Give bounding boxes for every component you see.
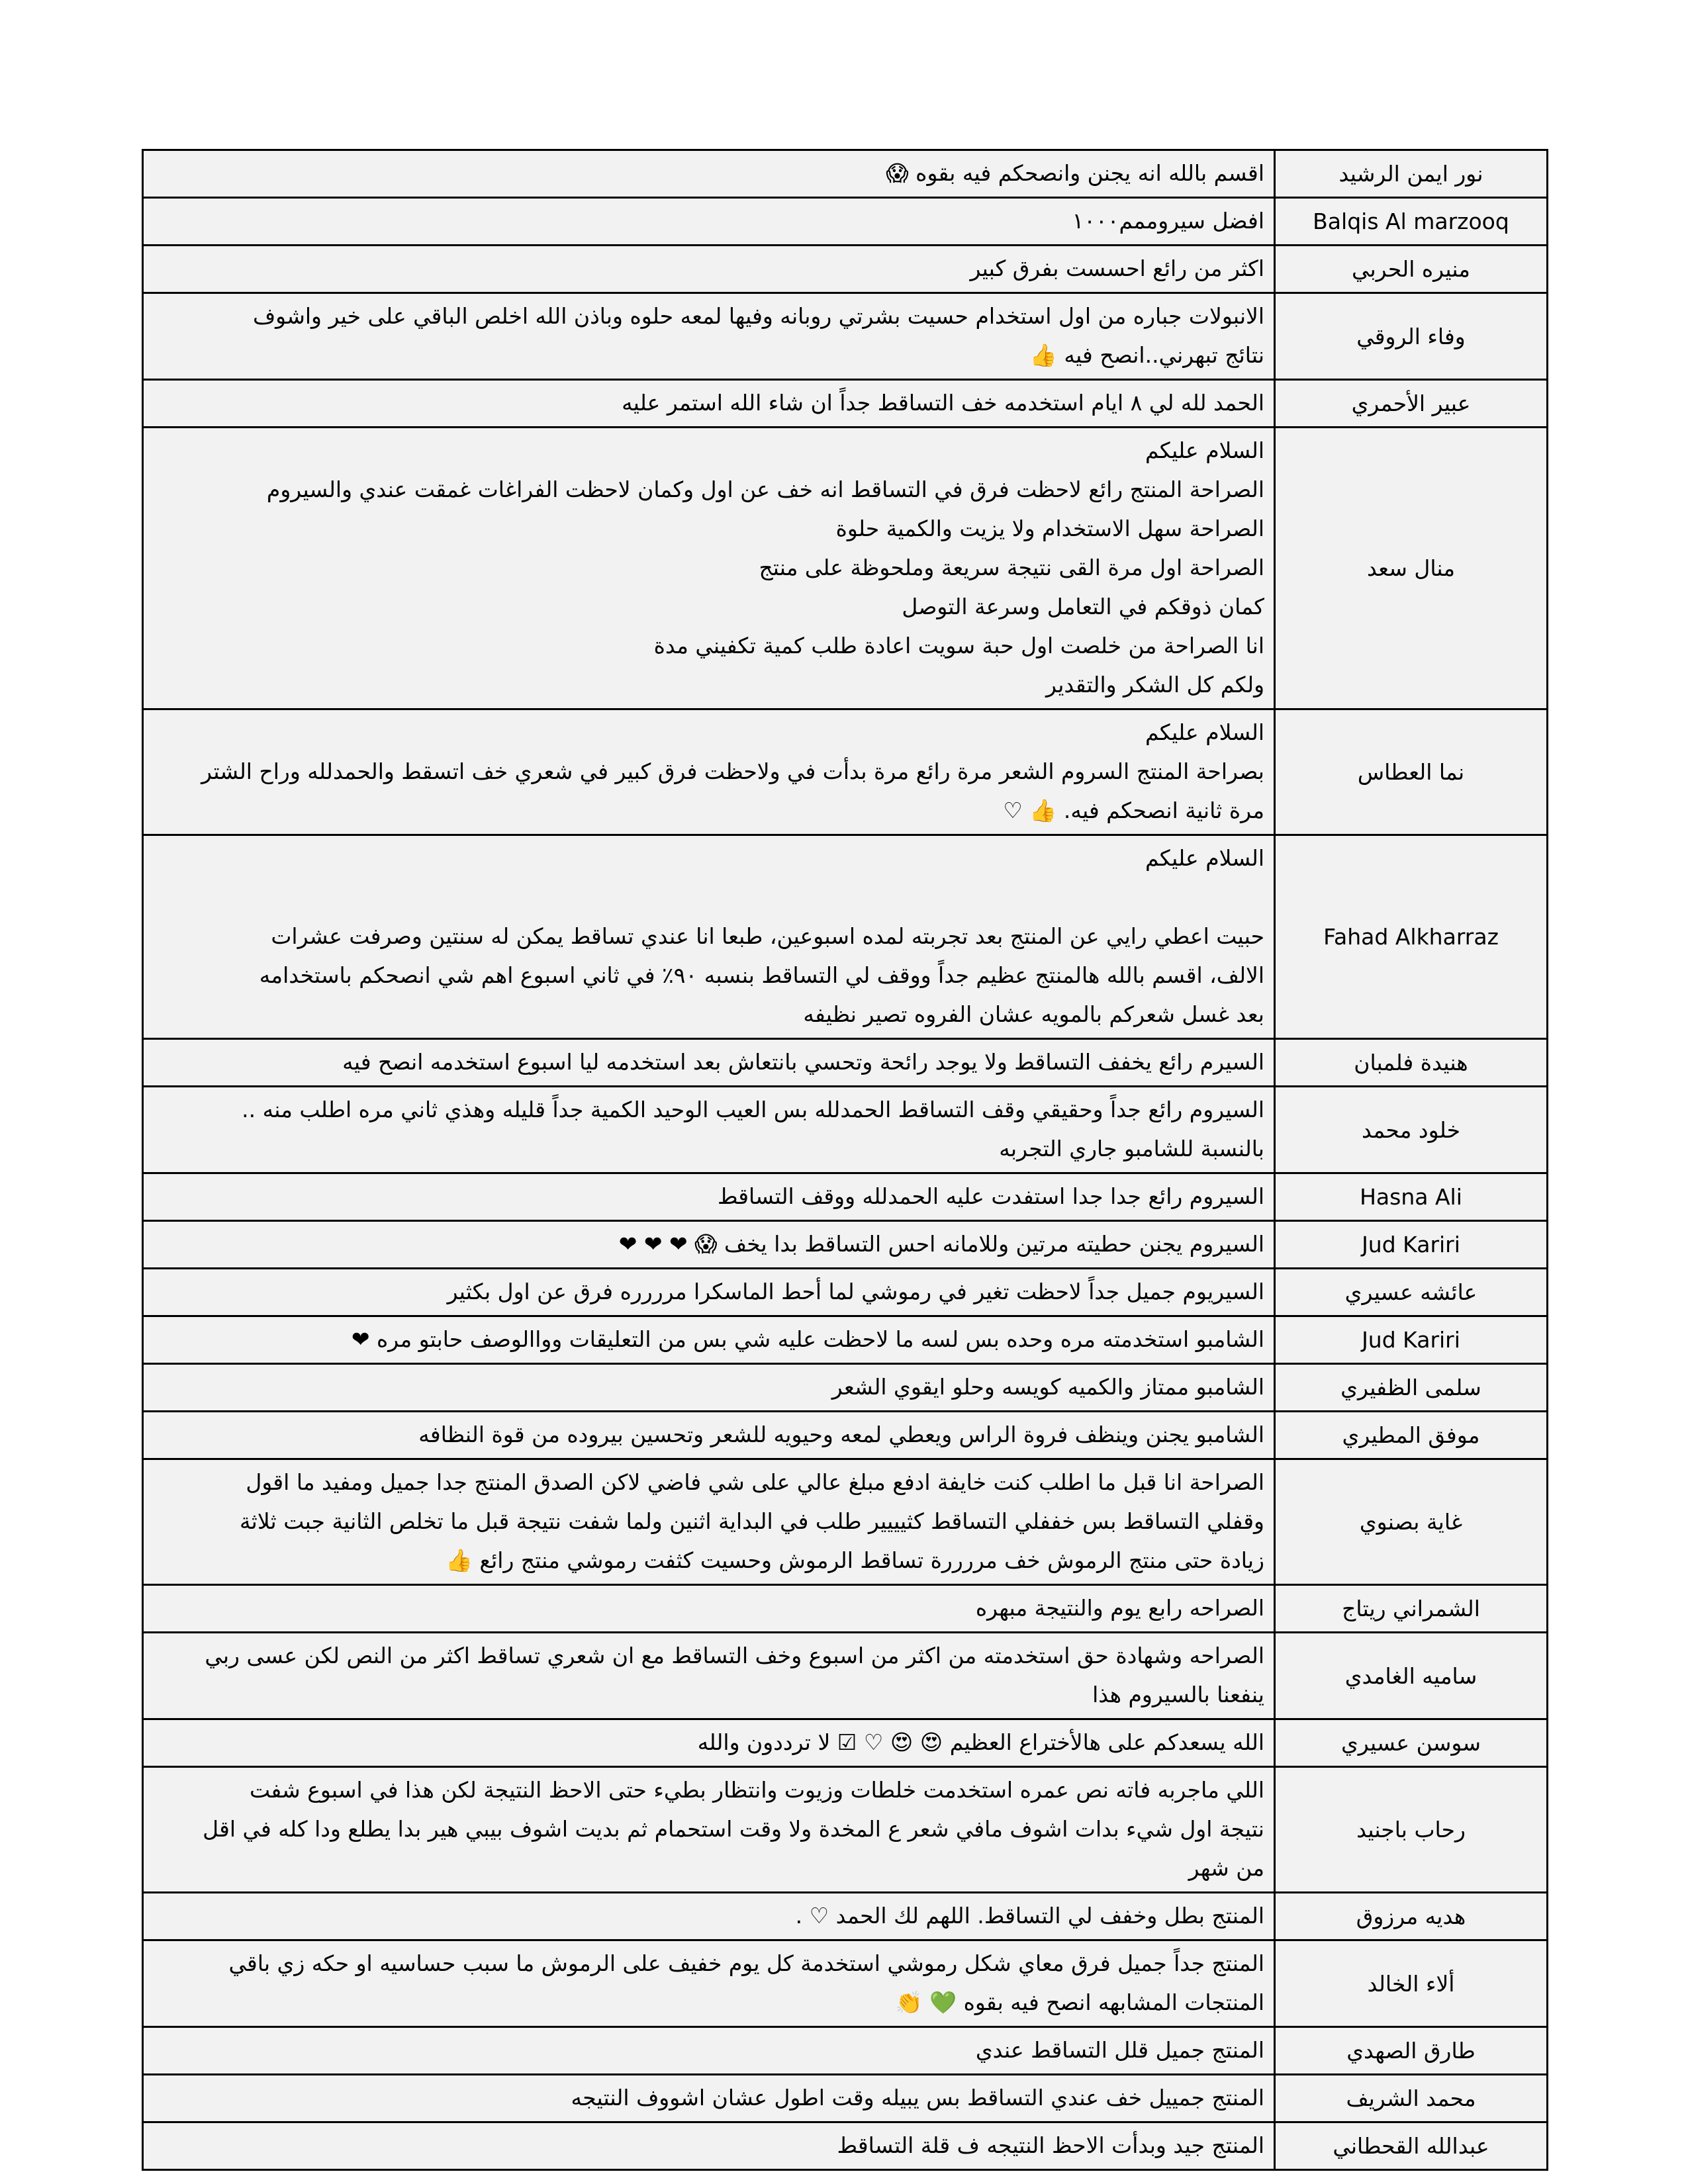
review-row — [143, 1221, 1548, 1269]
reviewer-name-cell: سلمى الظفيري — [1275, 1364, 1548, 1412]
review-comment-line — [153, 878, 1264, 917]
reviewer-name-cell: هديه مرزوق — [1275, 1893, 1548, 1940]
review-row — [143, 150, 1548, 198]
review-comment-cell — [143, 1039, 1275, 1087]
review-comment-cell — [143, 1585, 1275, 1633]
review-comment-line: الحمد لله لي ٨ ايام استخدمه خف التساقط جداً ان شاء الله استمر عليه — [622, 390, 1264, 416]
review-comment-line: اكثر من رائع احسست بفرق كبير — [970, 255, 1264, 281]
review-comment-line: ولكم كل الشكر والتقدير — [1046, 672, 1264, 698]
review-comment-cell — [143, 1459, 1275, 1585]
review-comment-cell — [143, 2027, 1275, 2075]
reviewer-name-cell: Hasna Ali — [1275, 1173, 1548, 1221]
review-comment-line: بصراحة المنتج السروم الشعر مرة رائع مرة بدأت في ولاحظت فرق كبير في شعري خف اتسقط والحمدلله وراح الشتر — [201, 758, 1264, 784]
review-comment-line: المنتج بطل وخفف لي التساقط. اللهم لك الحمد ♡ . — [795, 1903, 1264, 1929]
review-comment-line: اللي ماجربه فاته نص عمره استخدمت خلطات وزيوت وانتظار بطيء حتى الاحظ النتيجة لكن هذا في اسبوع شفت — [249, 1777, 1264, 1803]
review-row — [143, 428, 1548, 709]
review-comment-cell — [143, 709, 1275, 835]
review-row — [143, 1585, 1548, 1633]
review-comment-cell — [143, 198, 1275, 246]
review-row — [143, 1633, 1548, 1719]
review-comment-line: الصراحه رابع يوم والنتيجة مبهره — [975, 1595, 1264, 1621]
review-comment-line: من شهر — [1188, 1855, 1264, 1881]
reviewer-name-cell: خلود محمد — [1275, 1087, 1548, 1173]
review-comment-cell — [143, 2075, 1275, 2122]
review-row — [143, 2027, 1548, 2075]
review-comment-cell — [143, 835, 1275, 1039]
review-comment-line: نتيجة اول شيء بدات اشوف مافي شعر ع المخدة ولا وقت استحمام ثم بديت اشوف بيبي هير بدا يطلع ودا كله في اقل — [203, 1816, 1264, 1842]
review-comment-line: السيرم رائع يخفف التساقط ولا يوجد رائحة وتحسي بانتعاش بعد استخدمه ليا اسبوع استخدمه انصح فيه — [342, 1049, 1264, 1075]
review-comment-cell — [143, 1364, 1275, 1412]
review-comment-line: الشامبو استخدمته مره وحده بس لسه ما لاحظت عليه شي بس من التعليقات وواالوصف حابتو مره ❤ — [351, 1326, 1264, 1352]
review-comment-line: زيادة حتى منتج الرموش خف مررررة تساقط الرموش وحسيت كثفت رموشي منتج رائع 👍 — [445, 1547, 1264, 1573]
review-comment-line: الله يسعدكم على هالأختراع العظيم 😍 😍 ♡ ☑ لا ترددون والله — [697, 1729, 1264, 1755]
review-row — [143, 1767, 1548, 1893]
review-comment-cell — [143, 2122, 1275, 2170]
review-row — [143, 2122, 1548, 2170]
review-comment-line: السيروم رائع جداً وحقيقي وقف التساقط الحمدلله بس العيب الوحيد الكمية جداً قليله وهذي ثاني مره اطلب منه .. — [242, 1097, 1264, 1122]
reviewer-name-cell: نور ايمن الرشيد — [1275, 150, 1548, 198]
reviewer-name-cell: رحاب باجنيد — [1275, 1767, 1548, 1893]
review-row — [143, 293, 1548, 380]
review-row — [143, 1719, 1548, 1767]
reviewer-name-cell: وفاء الروقي — [1275, 293, 1548, 380]
review-comment-cell — [143, 380, 1275, 428]
review-row — [143, 1893, 1548, 1940]
review-comment-line: السيريوم جميل جداً لاحظت تغير في رموشي لما أحط الماسكرا مرررره فرق عن اول بكثير — [447, 1279, 1264, 1304]
review-row — [143, 1173, 1548, 1221]
reviewer-name-cell: Fahad Alkharraz — [1275, 835, 1548, 1039]
review-comment-line: السلام عليكم — [1145, 437, 1264, 463]
reviewer-name-cell: ألاء الخالد — [1275, 1940, 1548, 2027]
review-comment-cell — [143, 1719, 1275, 1767]
review-comment-line: افضل سيروممم١٠٠٠ — [1072, 208, 1264, 234]
reviewer-name-cell: عائشه عسيري — [1275, 1269, 1548, 1316]
review-row — [143, 380, 1548, 428]
review-row — [143, 198, 1548, 246]
reviewer-name-cell: محمد الشريف — [1275, 2075, 1548, 2122]
review-comment-line: السلام عليكم — [1145, 845, 1264, 871]
reviewer-name-cell: Jud Kariri — [1275, 1316, 1548, 1364]
review-row — [143, 835, 1548, 1039]
reviewer-name-cell: منال سعد — [1275, 428, 1548, 709]
review-row — [143, 246, 1548, 293]
review-comment-cell — [143, 1173, 1275, 1221]
review-comment-line: ينفعنا بالسيروم هذا — [1092, 1682, 1264, 1707]
review-comment-line: الصراحة المنتج رائع لاحظت فرق في التساقط انه خف عن اول وكمان لاحظت الفراغات غمقت عندي والسيروم — [266, 477, 1264, 502]
review-comment-line: السيروم رائع جدا جدا استفدت عليه الحمدلله ووقف التساقط — [717, 1183, 1264, 1209]
reviewer-name-cell: ساميه الغامدي — [1275, 1633, 1548, 1719]
review-comment-line: نتائج تبهرني..انصح فيه 👍 — [1029, 342, 1264, 368]
reviewer-name-cell: سوسن عسيري — [1275, 1719, 1548, 1767]
review-comment-line: اقسم بالله انه يجنن وانصحكم فيه بقوه 😱 — [886, 160, 1264, 186]
review-comment-line: الصراحة اول مرة القى نتيجة سريعة وملحوظة على منتج — [759, 555, 1264, 580]
review-comment-line: المنتج جميل قلل التساقط عندي — [975, 2037, 1264, 2063]
reviewer-name-cell: هنيدة فلمبان — [1275, 1039, 1548, 1087]
review-comment-cell — [143, 1412, 1275, 1459]
review-comment-line: الانبولات جباره من اول استخدام حسيت بشرتي روبانه وفيها لمعه حلوه وباذن الله اخلص الباقي على خير واشوف — [252, 303, 1264, 329]
review-row — [143, 1087, 1548, 1173]
review-comment-cell — [143, 1221, 1275, 1269]
review-comment-cell — [143, 1087, 1275, 1173]
reviewer-name-cell: منيره الحربي — [1275, 246, 1548, 293]
review-comment-cell — [143, 1767, 1275, 1893]
review-comment-line: الشامبو ممتاز والكميه كويسه وحلو ايقوي الشعر — [831, 1374, 1264, 1400]
reviewer-name-cell: طارق الصهدي — [1275, 2027, 1548, 2075]
review-comment-line: انا الصراحة من خلصت اول حبة سويت اعادة طلب كمية تكفيني مدة — [653, 633, 1264, 659]
review-comment-line: المنتج جيد وبدأت الاحظ النتيجه ف قلة التساقط — [837, 2132, 1264, 2158]
review-comment-line: المنتج جمييل خف عندي التساقط بس يبيله وقت اطول عشان اشووف النتيجه — [571, 2085, 1264, 2111]
review-comment-line: المنتجات المشابهه انصح فيه بقوه 💚 👏 — [895, 1989, 1264, 2015]
review-comment-line: مرة ثانية انصحكم فيه. 👍 ♡ — [1003, 797, 1264, 823]
review-comment-cell — [143, 293, 1275, 380]
review-comment-line: المنتج جداً جميل فرق معاي شكل رموشي استخدمة كل يوم خفيف على الرموش ما سبب حساسيه او حكه زي باقي — [228, 1950, 1264, 1976]
review-row — [143, 1459, 1548, 1585]
reviews-table-body — [143, 150, 1548, 2170]
review-row — [143, 709, 1548, 835]
reviewer-name-cell: نما العطاس — [1275, 709, 1548, 835]
review-comment-cell — [143, 1893, 1275, 1940]
review-row — [143, 1364, 1548, 1412]
review-comment-cell — [143, 428, 1275, 709]
reviewer-name-cell: Jud Kariri — [1275, 1221, 1548, 1269]
review-comment-line: حبيت اعطي رايي عن المنتج بعد تجربته لمده اسبوعين، طبعا انا عندي تساقط يمكن له سنتين وصرفت عشرات — [271, 923, 1264, 949]
reviewer-name-cell: غاية بصنوي — [1275, 1459, 1548, 1585]
review-comment-line: الصراحة انا قبل ما اطلب كنت خايفة ادفع مبلغ عالي على شي فاضي لاكن الصدق المنتج جدا جميل ومفيد ما اقول — [246, 1469, 1264, 1495]
review-row — [143, 1316, 1548, 1364]
review-row — [143, 2075, 1548, 2122]
review-comment-line: بالنسبة للشامبو جاري التجربه — [999, 1136, 1264, 1161]
reviews-table — [142, 149, 1548, 2171]
review-comment-line: الشامبو يجنن وينظف فروة الراس ويعطي لمعه وحيويه للشعر وتحسين بيروده من قوة النظافه — [418, 1422, 1264, 1447]
review-row — [143, 1269, 1548, 1316]
review-comment-line: الالف، اقسم بالله هالمنتج عظيم جداً ووقف لي التساقط بنسبه ٩٠٪ في ثاني اسبوع اهم شي انصحكم باستخدامه — [259, 962, 1264, 988]
review-row — [143, 1039, 1548, 1087]
review-row — [143, 1940, 1548, 2027]
review-row — [143, 1412, 1548, 1459]
reviewer-name-cell: عبدالله القحطاني — [1275, 2122, 1548, 2170]
review-comment-cell — [143, 1940, 1275, 2027]
reviewer-name-cell: عبير الأحمري — [1275, 380, 1548, 428]
reviewer-name-cell: موفق المطيري — [1275, 1412, 1548, 1459]
review-comment-cell — [143, 1633, 1275, 1719]
reviewer-name-cell: الشمراني ريتاج — [1275, 1585, 1548, 1633]
review-comment-line: كمان ذوقكم في التعامل وسرعة التوصل — [902, 594, 1264, 619]
review-comment-line: وقفلي التساقط بس خففلي التساقط كثيييير طلب في البداية اثنين ولما شفت نتيجة قبل ما تخلص الثانية جبت ثلاثة — [239, 1508, 1264, 1534]
review-comment-cell — [143, 150, 1275, 198]
review-comment-line: الصراحه وشهادة حق استخدمته من اكثر من اسبوع وخف التساقط مع ان شعري تساقط اكثر من النص لكن عسى ربي — [205, 1643, 1264, 1668]
review-comment-line: الصراحة سهل الاستخدام ولا يزيت والكمية حلوة — [835, 516, 1264, 541]
review-comment-cell — [143, 246, 1275, 293]
review-comment-cell — [143, 1269, 1275, 1316]
review-comment-cell — [143, 1316, 1275, 1364]
reviewer-name-cell: Balqis Al marzooq — [1275, 198, 1548, 246]
reviews-sheet — [142, 149, 1546, 2171]
review-comment-line: بعد غسل شعركم بالمويه عشان الفروه تصير نظيفه — [803, 1001, 1264, 1027]
review-comment-line: السيروم يجنن حطيته مرتين وللامانه احس التساقط بدا يخف 😱 ❤ ❤ ❤ — [618, 1231, 1264, 1257]
review-comment-line: السلام عليكم — [1145, 719, 1264, 745]
